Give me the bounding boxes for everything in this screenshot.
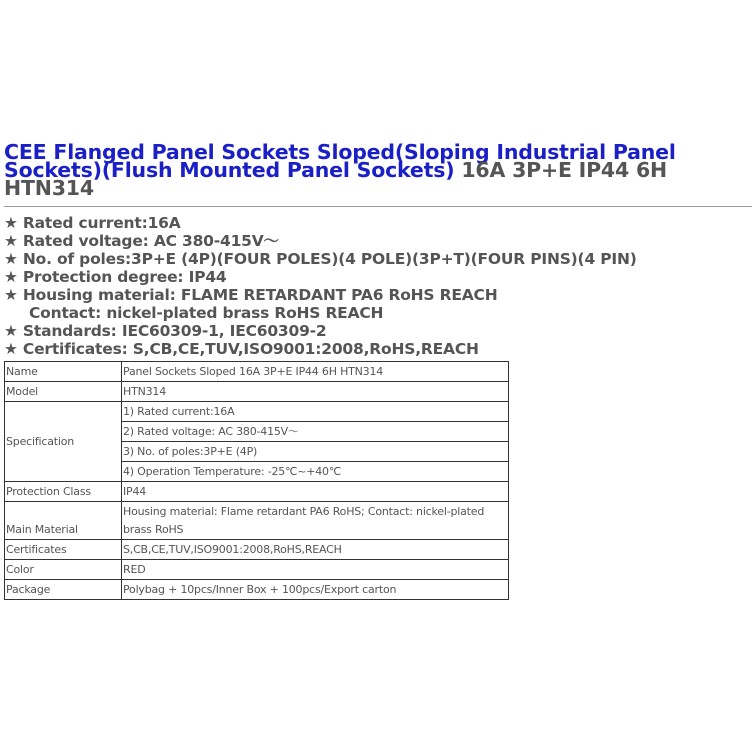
table-row [5,402,509,422]
row-label-name: Name [5,362,122,382]
feature-protection-degree: ★ Protection degree: IP44 [4,268,227,286]
title-divider [4,206,752,207]
product-title-model: 16A 3P+E IP44 6H HTN314 [4,158,668,200]
row-label-protection: Protection Class [5,482,122,502]
row-label-specification: Specification [5,402,122,482]
row-value-certificates: S,CB,CE,TUV,ISO9001:2008,RoHS,REACH [122,540,509,560]
feature-certificates: ★ Certificates: S,CB,CE,TUV,ISO9001:2008,RoHS,REACH [4,340,479,358]
spec-value-current: 1) Rated current:16A [122,402,509,422]
feature-rated-current: ★ Rated current:16A [4,214,181,232]
row-value-model: HTN314 [122,382,509,402]
feature-housing-material: ★ Housing material: FLAME RETARDANT PA6 RoHS REACH [4,286,498,304]
row-value-package: Polybag + 10pcs/Inner Box + 100pcs/Export carton [122,580,509,600]
row-value-color: RED [122,560,509,580]
product-title [4,140,750,200]
table-row [5,362,509,382]
table-row [5,382,509,402]
table-row [5,580,509,600]
row-label-color: Color [5,560,122,580]
feature-poles: ★ No. of poles:3P+E (4P)(FOUR POLES)(4 POLE)(3P+T)(FOUR PINS)(4 PIN) [4,250,637,268]
table-row [5,502,509,540]
feature-contact-material: Contact: nickel-plated brass RoHS REACH [29,304,384,322]
table-row [5,560,509,580]
row-label-certificates: Certificates [5,540,122,560]
row-value-material: Housing material: Flame retardant PA6 RoHS; Contact: nickel-plated brass RoHS [122,502,509,540]
table-row [5,482,509,502]
spec-table [4,361,509,600]
product-title-main: CEE Flanged Panel Sockets Sloped(Sloping Industrial Panel Sockets)(Flush Mounted Panel Sockets) [4,140,676,182]
row-label-package: Package [5,580,122,600]
feature-rated-voltage: ★ Rated voltage: AC 380-415V～ [4,232,279,250]
row-value-name: Panel Sockets Sloped 16A 3P+E IP44 6H HTN314 [122,362,509,382]
row-label-model: Model [5,382,122,402]
row-value-protection: IP44 [122,482,509,502]
feature-list [4,214,637,358]
spec-value-poles: 3) No. of poles:3P+E (4P) [122,442,509,462]
spec-value-temperature: 4) Operation Temperature: -25℃~+40℃ [122,462,509,482]
row-label-material: Main Material [5,502,122,540]
table-row [5,540,509,560]
spec-value-voltage: 2) Rated voltage: AC 380-415V～ [122,422,509,442]
feature-standards: ★ Standards: IEC60309-1, IEC60309-2 [4,322,327,340]
